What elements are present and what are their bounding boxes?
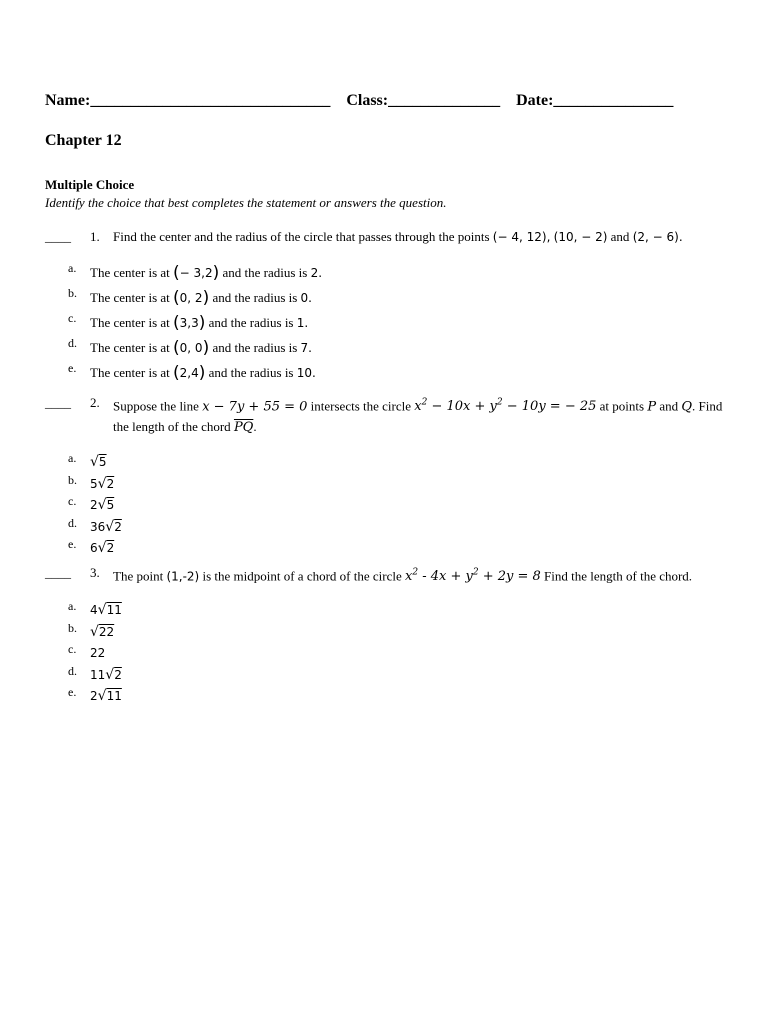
answer-blank: ____ [45, 565, 71, 580]
question-stem: Suppose the line x − 7y + 55 = 0 intersects the circle $x^2 - 10x + y^2 - 10y$ = − 25 at points P and Q. Find the length of the chord $\overline{PQ}$. [113, 398, 723, 436]
answer-blank: ____ [45, 229, 71, 244]
instructions: Identify the choice that best completes the statement or answers the question. [45, 195, 447, 210]
student-info-header [45, 92, 685, 110]
section-title: Multiple Choice [45, 177, 135, 192]
chapter-title: Chapter 12 [45, 132, 122, 149]
date-field: Date:_______________ [516, 92, 674, 109]
question-stem: Find the center and the radius of the circle that passes through the points (− 4, 12), (10, − 2) and (2, − 6). [113, 229, 683, 244]
answer-blank: ____ [45, 395, 71, 410]
chord-pq: $\overline{PQ}$ [233, 420, 254, 436]
question-number: 2. [90, 395, 100, 410]
question-stem: The point (1,-2) is the midpoint of a chord of the circle $x^2 - 4x + y^2 + 2y = 8$ Find the length of the chord. [113, 568, 693, 585]
worksheet-page: Name:______________________________ Class:______________ Date:_______________ Chapter 12 Multiple Choice Identify the choice that best completes the statement or answers the question. ____ 1. Find the center and the radius of the circle that passes through the points (− 4, 12), (10, − 2) and (2, − 6). a. The center is at (− 3,2) and the radius is 2. b. The center is at (0, 2) and the radius is 0. c. The center is at (3,3) and the radius is 1. d. The center is at (0, 0) and the radius is 7. e. The center is at (2,4) and the radius is 10. ____ 2. Suppose the line x − 7y + 55 = 0 intersects the circle $x^2 - 10x + y^2 - 10y$ = − 25 at points P and Q. Find the length of the chord $\overline{PQ}$. a. √5 b. 5√2 c. 2√5 d. 36√2 e. 6√2 ____ 3. The point (1,-2) is the midpoint of a chord of the circle $x^2 - 4x + y^2 + 2y = 8$ Find the length of the chord. a. 4√11 b. √22 c. 22 d. 11√2 e. 2√11 [45, 92, 723, 704]
class-field: Class:______________ [346, 92, 501, 109]
question-number: 1. [90, 229, 100, 244]
question-number: 3. [90, 565, 100, 580]
name-field: Name:______________________________ [45, 92, 331, 109]
